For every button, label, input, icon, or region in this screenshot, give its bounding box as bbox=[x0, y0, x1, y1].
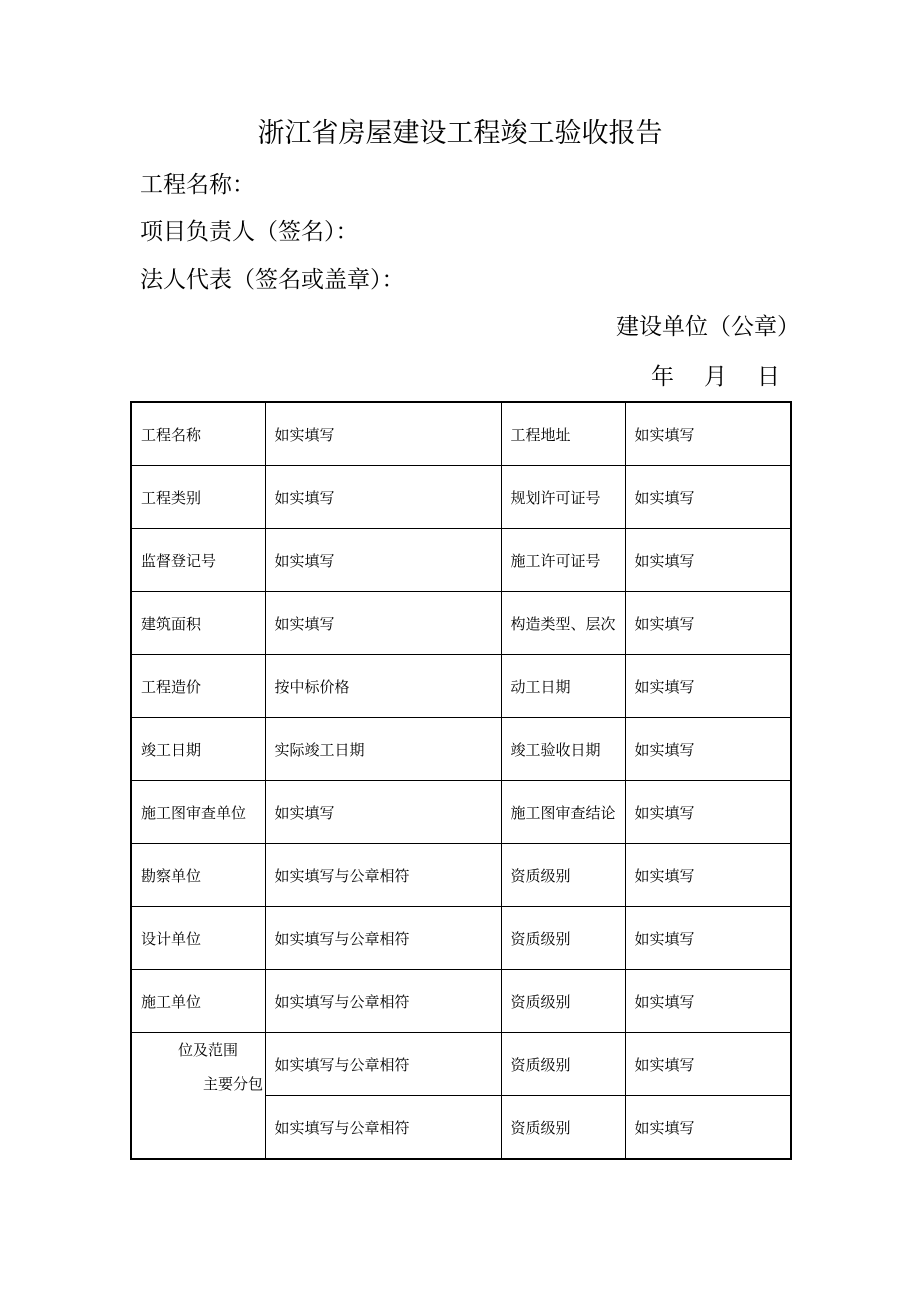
table-cell: 工程造价 bbox=[131, 655, 265, 718]
table-cell: 实际竣工日期 bbox=[265, 718, 501, 781]
table-row bbox=[131, 907, 791, 970]
table-row bbox=[131, 402, 791, 466]
table-cell: 如实填写 bbox=[265, 466, 501, 529]
page-title: 浙江省房屋建设工程竣工验收报告 bbox=[257, 118, 663, 149]
legal-representative-label: 法人代表（签名或盖章）： bbox=[140, 267, 405, 293]
table-cell: 如实填写 bbox=[625, 970, 791, 1033]
date-day: 日 bbox=[757, 364, 780, 390]
table-cell: 如实填写与公章相符 bbox=[265, 844, 501, 907]
table-body bbox=[131, 402, 791, 1159]
table-cell: 如实填写 bbox=[625, 466, 791, 529]
table-cell: 如实填写 bbox=[625, 1033, 791, 1096]
table-row bbox=[131, 844, 791, 907]
table-row bbox=[131, 1033, 791, 1096]
table-row bbox=[131, 781, 791, 844]
table-cell: 建筑面积 bbox=[131, 592, 265, 655]
table-cell: 如实填写 bbox=[625, 907, 791, 970]
table-cell: 规划许可证号 bbox=[501, 466, 625, 529]
table-cell: 如实填写与公章相符 bbox=[265, 907, 501, 970]
table-cell: 资质级别 bbox=[501, 907, 625, 970]
table-cell: 如实填写 bbox=[625, 844, 791, 907]
vertical-label-subcontract: 主要分包 bbox=[203, 1075, 264, 1093]
table-cell: 资质级别 bbox=[501, 844, 625, 907]
table-row bbox=[131, 970, 791, 1033]
table-row bbox=[131, 718, 791, 781]
table-cell: 资质级别 bbox=[501, 1033, 625, 1096]
table-cell: 竣工日期 bbox=[131, 718, 265, 781]
table-cell: 施工许可证号 bbox=[501, 529, 625, 592]
project-name-label: 工程名称： bbox=[140, 172, 255, 198]
table-cell: 如实填写与公章相符 bbox=[265, 970, 501, 1033]
project-leader-label: 项目负责人（签名）： bbox=[140, 219, 359, 245]
table-cell: 监督登记号 bbox=[131, 529, 265, 592]
table-cell: 工程地址 bbox=[501, 402, 625, 466]
project-info-table bbox=[130, 401, 792, 1160]
table-cell: 如实填写 bbox=[265, 592, 501, 655]
table-cell: 竣工验收日期 bbox=[501, 718, 625, 781]
vertical-label-scope: 位及范围 bbox=[178, 1041, 239, 1059]
vertical-label-clip bbox=[132, 1033, 265, 1158]
date-month: 月 bbox=[704, 364, 727, 390]
subcontract-label-cell bbox=[131, 1033, 265, 1160]
table-cell: 工程名称 bbox=[131, 402, 265, 466]
table-cell: 如实填写 bbox=[265, 529, 501, 592]
table-cell: 如实填写 bbox=[625, 718, 791, 781]
table-cell: 如实填写与公章相符 bbox=[265, 1096, 501, 1160]
table-cell: 动工日期 bbox=[501, 655, 625, 718]
table-cell: 按中标价格 bbox=[265, 655, 501, 718]
table-cell: 如实填写 bbox=[625, 781, 791, 844]
table-cell: 如实填写 bbox=[625, 592, 791, 655]
table-cell: 如实填写 bbox=[625, 529, 791, 592]
table-cell: 如实填写 bbox=[265, 781, 501, 844]
table-cell: 构造类型、层次 bbox=[501, 592, 625, 655]
date-year: 年 bbox=[651, 364, 674, 390]
table-row bbox=[131, 466, 791, 529]
table-cell: 资质级别 bbox=[501, 970, 625, 1033]
construction-unit-seal-label: 建设单位（公章） bbox=[616, 314, 800, 340]
table-row bbox=[131, 592, 791, 655]
table-cell: 工程类别 bbox=[131, 466, 265, 529]
date-line bbox=[651, 360, 780, 394]
table-cell: 如实填写 bbox=[625, 1096, 791, 1160]
table-cell: 如实填写 bbox=[625, 402, 791, 466]
table-cell: 如实填写 bbox=[265, 402, 501, 466]
table-cell: 设计单位 bbox=[131, 907, 265, 970]
table-cell: 资质级别 bbox=[501, 1096, 625, 1160]
table-cell: 勘察单位 bbox=[131, 844, 265, 907]
table-row bbox=[131, 529, 791, 592]
table-row bbox=[131, 655, 791, 718]
table-cell: 如实填写 bbox=[625, 655, 791, 718]
table-cell: 施工图审查结论 bbox=[501, 781, 625, 844]
table-cell: 如实填写与公章相符 bbox=[265, 1033, 501, 1096]
table-cell: 施工图审查单位 bbox=[131, 781, 265, 844]
table-cell: 施工单位 bbox=[131, 970, 265, 1033]
